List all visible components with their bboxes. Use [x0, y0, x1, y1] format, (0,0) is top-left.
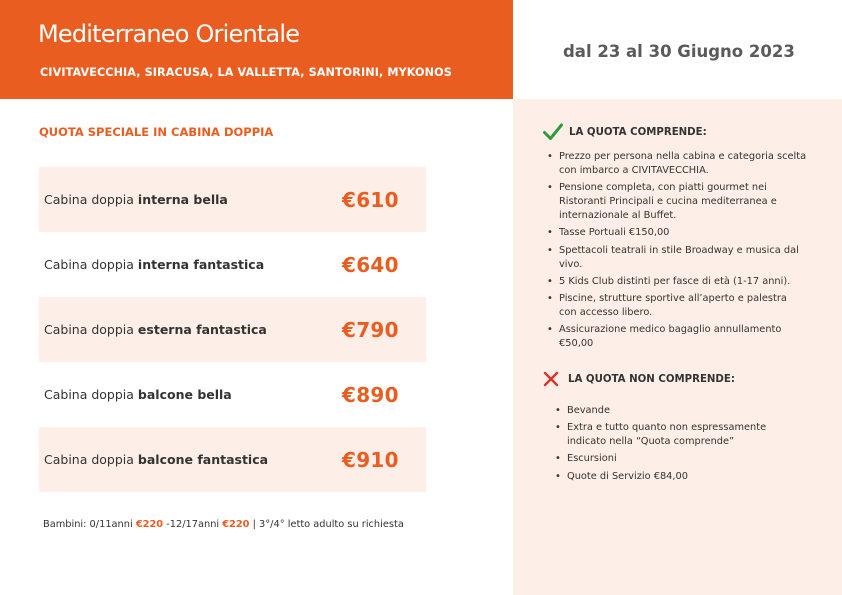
list-item: • Extra e tutto quanto non espressamente indicato nella “Quota comprende”	[553, 421, 803, 449]
included-heading	[543, 123, 707, 141]
cabin-price: €890	[342, 382, 399, 407]
check-icon	[543, 123, 563, 141]
list-item: • Escursioni	[553, 452, 803, 466]
cabin-row	[39, 427, 426, 492]
cabin-label: Cabina doppia interna fantastica	[44, 257, 265, 272]
list-item: • Prezzo per persona nella cabina e categoria scelta con imbarco a CIVITAVECCHIA.	[545, 150, 807, 178]
list-item: • Spettacoli teatrali in stile Broadway e musica dal vivo.	[545, 244, 807, 272]
cabin-type: balcone fantastica	[137, 452, 269, 467]
cabin-row	[39, 232, 426, 297]
list-item: • Bevande	[553, 404, 803, 418]
page-title: Mediterraneo Orientale	[38, 20, 300, 48]
list-item: • Quote di Servizio €84,00	[553, 470, 803, 484]
included-list	[545, 150, 807, 354]
list-item: • Assicurazione medico bagaglio annullamento €50,00	[545, 323, 807, 351]
cabin-price: €640	[342, 252, 399, 277]
cabin-type: balcone bella	[137, 387, 232, 402]
kids-price: €220	[135, 519, 164, 530]
cabin-price: €910	[342, 447, 399, 472]
cabin-type: esterna fantastica	[137, 322, 267, 337]
travel-dates: dal 23 al 30 Giugno 2023	[563, 42, 795, 61]
cabin-label: Cabina doppia balcone bella	[44, 387, 232, 402]
cross-icon	[543, 371, 559, 387]
cabin-price: €790	[342, 317, 399, 342]
cabin-row	[39, 167, 426, 232]
header-band	[0, 0, 513, 99]
cabin-label: Cabina doppia balcone fantastica	[44, 452, 269, 467]
cabin-type: interna fantastica	[137, 257, 265, 272]
cabin-price: €610	[342, 187, 399, 212]
list-item: • Pensione completa, con piatti gourmet nei Ristoranti Principali e cucina mediterranea e internazionale al Buffet.	[545, 181, 807, 223]
excluded-heading	[543, 371, 735, 387]
kids-pricing-note: Bambini: 0/11anni €220 -12/17anni €220 | 3°/4° letto adulto su richiesta	[43, 519, 404, 530]
ports-list: CIVITAVECCHIA, SIRACUSA, LA VALLETTA, SANTORINI, MYKONOS	[40, 66, 452, 79]
pricing-section-title: QUOTA SPECIALE IN CABINA DOPPIA	[39, 125, 274, 139]
cabin-type: interna bella	[137, 192, 228, 207]
excluded-list	[553, 404, 803, 487]
cabin-label: Cabina doppia interna bella	[44, 192, 228, 207]
teen-price: €220	[222, 519, 250, 530]
included-title: LA QUOTA COMPRENDE:	[569, 126, 707, 138]
cabin-row	[39, 362, 426, 427]
cabin-row	[39, 297, 426, 362]
list-item: • Tasse Portuali €150,00	[545, 226, 807, 240]
list-item: • Piscine, strutture sportive all’aperto e palestra con accesso libero.	[545, 292, 807, 320]
excluded-title: LA QUOTA NON COMPRENDE:	[568, 373, 735, 385]
cabin-label: Cabina doppia esterna fantastica	[44, 322, 267, 337]
list-item: • 5 Kids Club distinti per fasce di età (1-17 anni).	[545, 275, 807, 289]
